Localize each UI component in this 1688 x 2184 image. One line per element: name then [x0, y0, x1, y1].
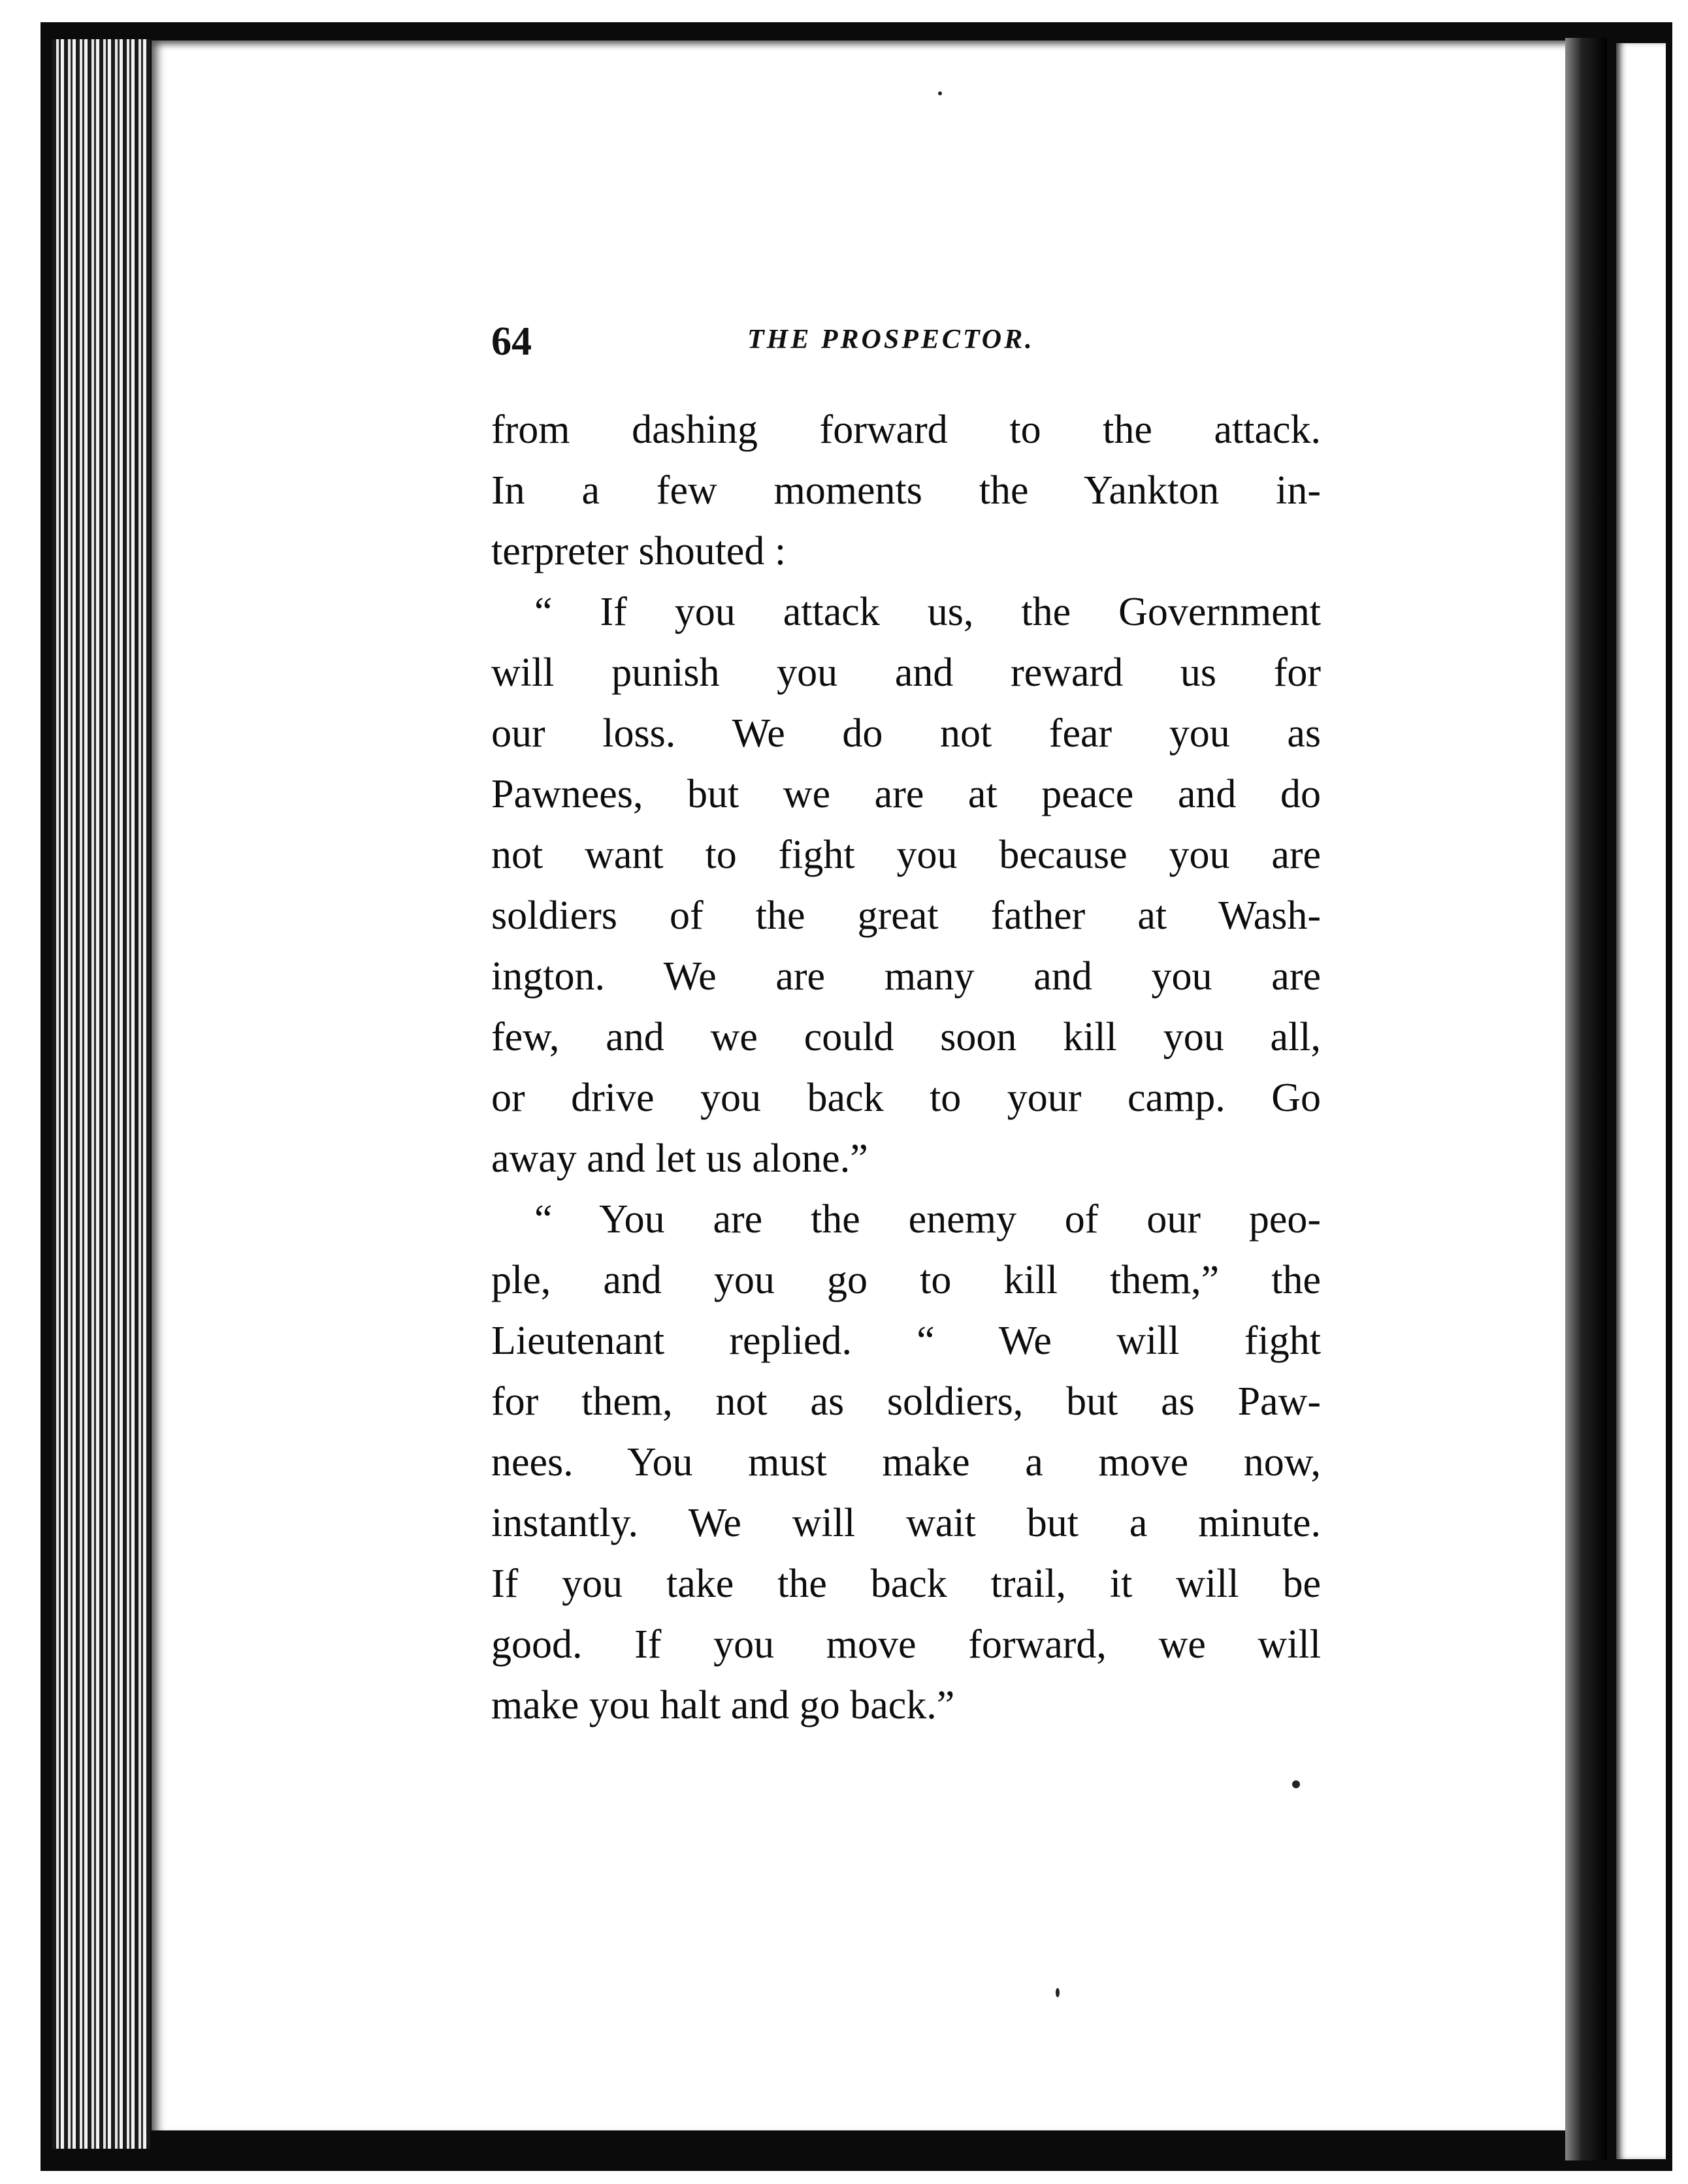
text-line: will punish you and reward us for [491, 650, 1321, 695]
page-number: 64 [491, 319, 532, 364]
facing-page-edge [1616, 43, 1666, 2159]
text-line: our loss. We do not fear you as [491, 711, 1321, 756]
text-line: nees. You must make a move now, [491, 1440, 1321, 1485]
text-line: terpreter shouted : [491, 529, 787, 573]
text-line: In a few moments the Yankton in- [491, 468, 1321, 513]
text-line: “ You are the enemy of our peo- [534, 1197, 1321, 1242]
scan-speck [1292, 1780, 1300, 1788]
text-line: good. If you move forward, we will [491, 1622, 1321, 1667]
text-line: “ If you attack us, the Government [534, 590, 1321, 634]
book-gutter-shadow [1565, 38, 1607, 2160]
text-line: Lieutenant replied. “ We will fight [491, 1319, 1321, 1363]
page-header [491, 319, 1321, 364]
text-line: not want to fight you because you are [491, 833, 1321, 877]
text-line: Pawnees, but we are at peace and do [491, 772, 1321, 816]
book-page-edges [52, 39, 150, 2149]
text-line: few, and we could soon kill you all, [491, 1015, 1321, 1059]
text-line: soldiers of the great father at Wash- [491, 893, 1321, 938]
text-line: ington. We are many and you are [491, 954, 1321, 999]
text-line: If you take the back trail, it will be [491, 1562, 1321, 1606]
text-line: make you halt and go back.” [491, 1683, 955, 1727]
scan-speck [938, 91, 942, 95]
text-line: or drive you back to your camp. Go [491, 1076, 1321, 1120]
scan-speck [1056, 1988, 1060, 1997]
text-line: away and let us alone.” [491, 1136, 868, 1181]
text-line: from dashing forward to the attack. [491, 408, 1321, 452]
running-head: THE PROSPECTOR. [747, 325, 1035, 355]
page-body-text [491, 400, 1321, 1736]
text-line: for them, not as soldiers, but as Paw- [491, 1379, 1321, 1424]
text-line: instantly. We will wait but a minute. [491, 1501, 1321, 1545]
text-line: ple, and you go to kill them,” the [491, 1258, 1321, 1302]
